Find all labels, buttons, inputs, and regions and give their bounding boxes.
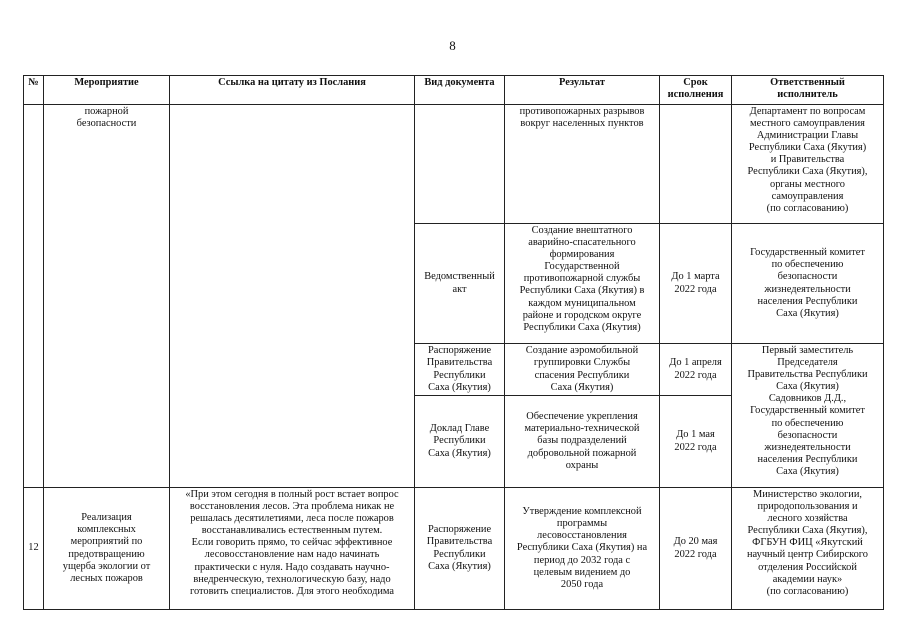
deadline-cell: До 1 мая 2022 года	[660, 396, 732, 488]
table-header-row	[24, 76, 884, 105]
header-doc-type: Вид документа	[415, 76, 505, 105]
quote-cell: «При этом сегодня в полный рост встает вопрос восстановления лесов. Эта проблема никак не решалась десятилетиями, леса после пожаров восстанавливались естественным путем. Если говорить прямо, то сейчас эффективное лесовосстановление нам надо начинать практически с нуля. Надо создавать научно- внедренческую, технологическую базу, надо готовить специалистов. Для этого необходима	[170, 488, 415, 610]
row-num-cell	[24, 105, 44, 488]
doc-type-cell: Распоряжение Правительства Республики Саха (Якутия)	[415, 344, 505, 396]
deadline-cell: До 1 марта 2022 года	[660, 224, 732, 344]
table-row	[24, 105, 884, 224]
result-cell: Создание внештатного аварийно-спасательного формирования Государственной противопожарной службы Республики Саха (Якутия) в каждом муниципальном районе и городском округе Республики Саха (Якутия)	[505, 224, 660, 344]
header-result: Результат	[505, 76, 660, 105]
responsible-cell: Государственный комитет по обеспечению безопасности жизнедеятельности населения Республики Саха (Якутия)	[732, 224, 884, 344]
doc-type-cell: Ведомственный акт	[415, 224, 505, 344]
plan-table	[23, 75, 884, 610]
quote-cell	[170, 105, 415, 488]
result-cell: противопожарных разрывов вокруг населенных пунктов	[505, 105, 660, 224]
doc-type-cell	[415, 105, 505, 224]
header-num: №	[24, 76, 44, 105]
doc-type-cell: Доклад Главе Республики Саха (Якутия)	[415, 396, 505, 488]
header-deadline: Срок исполнения	[660, 76, 732, 105]
result-cell: Утверждение комплексной программы лесовосстановления Республики Саха (Якутия) на период до 2032 года с целевым видением до 2050 года	[505, 488, 660, 610]
result-cell: Создание аэромобильной группировки Службы спасения Республики Саха (Якутия)	[505, 344, 660, 396]
header-responsible: Ответственный исполнитель	[732, 76, 884, 105]
row-num-cell: 12	[24, 488, 44, 610]
result-cell: Обеспечение укрепления материально-технической базы подразделений добровольной пожарной охраны	[505, 396, 660, 488]
deadline-cell: До 20 мая 2022 года	[660, 488, 732, 610]
event-cell: Реализация комплексных мероприятий по предотвращению ущерба экологии от лесных пожаров	[44, 488, 170, 610]
deadline-cell	[660, 105, 732, 224]
responsible-cell: Министерство экологии, природопользования и лесного хозяйства Республики Саха (Якутия), ФГБУН ФИЦ «Якутский научный центр Сибирского отделения Российской академии наук» (по согласованию)	[732, 488, 884, 610]
deadline-cell: До 1 апреля 2022 года	[660, 344, 732, 396]
header-quote: Ссылка на цитату из Послания	[170, 76, 415, 105]
event-cell: пожарной безопасности	[44, 105, 170, 488]
doc-type-cell: Распоряжение Правительства Республики Саха (Якутия)	[415, 488, 505, 610]
header-event: Мероприятие	[44, 76, 170, 105]
responsible-cell: Первый заместитель Председателя Правительства Республики Саха (Якутия) Садовников Д.Д., Государственный комитет по обеспечению безопасности жизнедеятельности населения Республики Саха (Якутия)	[732, 344, 884, 488]
responsible-cell: Департамент по вопросам местного самоуправления Администрации Главы Республики Саха (Якутия) и Правительства Республики Саха (Якутия), органы местного самоуправления (по согласованию)	[732, 105, 884, 224]
page-number: 8	[449, 38, 456, 53]
table-row	[24, 488, 884, 610]
